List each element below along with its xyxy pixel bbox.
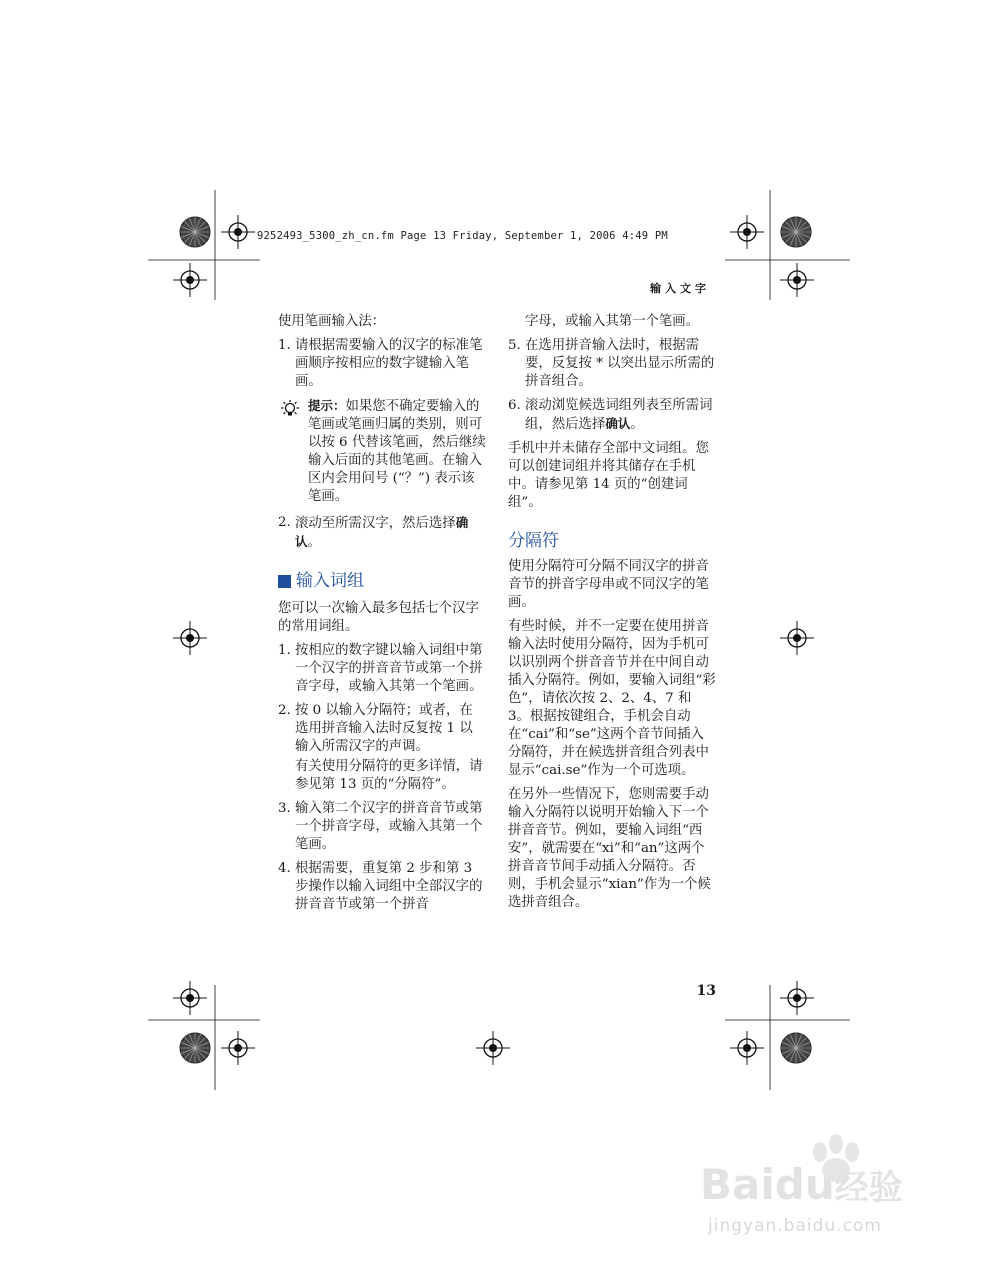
list-item: 6. 滚动浏览候选词组列表至所需词组，然后选择确认。 bbox=[508, 398, 713, 432]
list-item: 2. 滚动至所需汉字，然后选择确认。 bbox=[278, 515, 469, 550]
right-column bbox=[508, 313, 716, 918]
registration-mark-right-upper bbox=[780, 263, 814, 297]
list-item: 4. 根据需要，重复第 2 步和第 3 步操作以输入词组中全部汉字的拼音音节或第一个拼音 bbox=[278, 861, 483, 912]
registration-mark-right-lower bbox=[780, 981, 814, 1015]
stroke-input-intro: 使用笔画输入法： bbox=[278, 314, 386, 329]
star-target-bottom-right bbox=[781, 1033, 811, 1063]
tip-text: 如果您不确定要输入的笔画或笔画归属的类别，则可以按 6 代替该笔画，然后继续输入后面的其他笔画。在输入区内会用问号 (“？”) 表示该笔画。 bbox=[308, 399, 486, 504]
list-item: 1. 按相应的数字键以输入词组中第一个汉字的拼音音节或第一个拼音字母，或输入其第一个笔画。 bbox=[278, 643, 483, 694]
separator-paragraph-1: 使用分隔符可分隔不同汉字的拼音音节的拼音字母串或不同汉字的笔画。 bbox=[508, 559, 709, 610]
separator-paragraph-3: 在另外一些情况下，您则需要手动输入分隔符以说明开始输入下一个拼音音节。例如，要输入词组“西安”，就需要在“xi”和“an”这两个拼音音节间手动插入分隔符。否则，手机会显示“xian”作为一个候选拼音组合。 bbox=[508, 787, 711, 910]
registration-mark-left-lower bbox=[173, 981, 207, 1015]
registration-mark-top-left bbox=[221, 215, 255, 249]
separator-paragraph-2: 有些时候，并不一定要在使用拼音输入法时使用分隔符，因为手机可以识别两个拼音音节并在中间自动插入分隔符。例如，要输入词组“彩色”，请依次按 2、2、4、7 和 3。根据按键组合，手机会自动在“cai”和“se”这两个音节间插入分隔符，并在候选拼音组合列表中显示“cai.se”作为一个可选项。 bbox=[508, 619, 716, 778]
page-number: 13 bbox=[696, 983, 716, 999]
star-target-top-left bbox=[180, 217, 210, 247]
registration-mark-bottom-right bbox=[730, 1031, 764, 1065]
star-target-top-right bbox=[781, 217, 811, 247]
registration-mark-left-upper bbox=[173, 263, 207, 297]
tip-lightbulb-icon bbox=[278, 397, 308, 506]
running-head: 输入文字 bbox=[650, 282, 710, 295]
separator-note: 有关使用分隔符的更多详情，请参见第 13 页的“分隔符”。 bbox=[295, 759, 483, 792]
registration-mark-bottom-left bbox=[221, 1031, 255, 1065]
watermark-brand: Baidu bbox=[700, 1160, 835, 1209]
section-heading-phrase-input: 输入词组 bbox=[278, 572, 486, 590]
step4-continuation: 字母，或输入其第一个笔画。 bbox=[525, 314, 700, 329]
registration-mark-left-middle bbox=[173, 621, 207, 655]
registration-mark-bottom-center bbox=[476, 1031, 510, 1065]
list-item: 5. 在选用拼音输入法时，根据需要，反复按 * 以突出显示所需的拼音组合。 bbox=[508, 338, 715, 389]
registration-mark-right-middle bbox=[780, 621, 814, 655]
section-intro: 您可以一次输入最多包括七个汉字的常用词组。 bbox=[278, 601, 479, 634]
tip-block bbox=[278, 397, 486, 506]
list-item: 1. 请根据需要输入的汉字的标准笔画顺序按相应的数字键输入笔画。 bbox=[278, 338, 483, 389]
file-slug-line: 9252493_5300_zh_cn.fm Page 13 Friday, September 1, 2006 4:49 PM bbox=[257, 230, 668, 242]
star-target-bottom-left bbox=[180, 1033, 210, 1063]
list-item: 2. 按 0 以输入分隔符；或者，在选用拼音输入法时反复按 1 以输入所需汉字的声调。 bbox=[278, 703, 473, 754]
watermark-url: jingyan.baidu.com bbox=[708, 1216, 882, 1236]
left-column bbox=[278, 313, 486, 920]
watermark-brand-cn: 经验 bbox=[834, 1168, 903, 1208]
section-heading-separator: 分隔符 bbox=[508, 531, 559, 551]
heading-square-bullet bbox=[278, 575, 291, 588]
storage-note: 手机中并未储存全部中文词组。您可以创建词组并将其储存在手机中。请参见第 14 页的“创建词组”。 bbox=[508, 441, 709, 510]
tip-label: 提示： bbox=[308, 398, 346, 413]
list-item: 3. 输入第二个汉字的拼音音节或第一个拼音字母，或输入其第一个笔画。 bbox=[278, 801, 483, 852]
registration-mark-top-right bbox=[730, 215, 764, 249]
baidu-watermark bbox=[700, 1130, 940, 1250]
